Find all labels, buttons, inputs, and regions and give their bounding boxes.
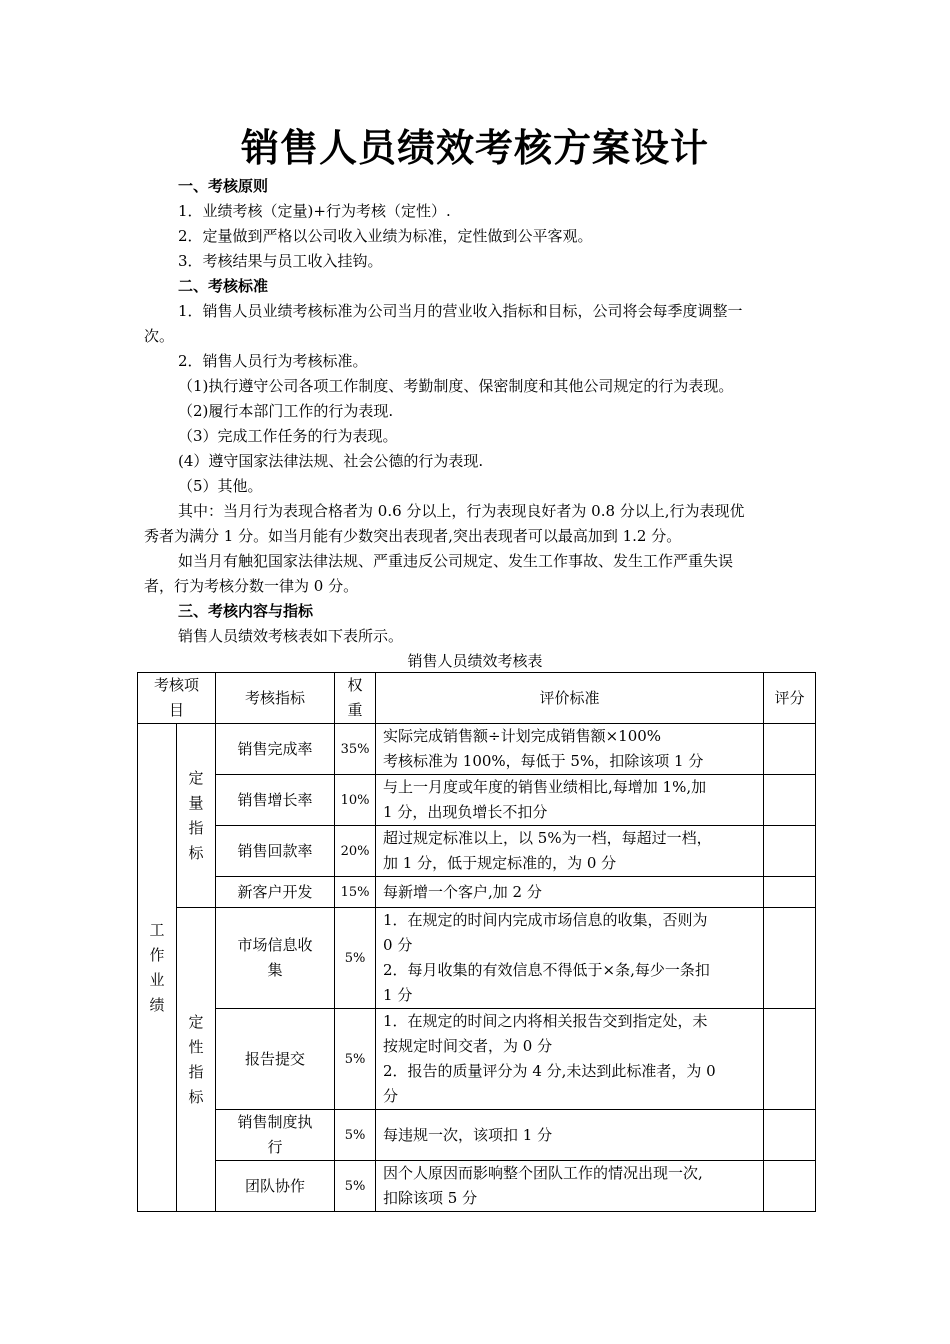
section-heading-content: 三、考核内容与指标 xyxy=(178,602,314,620)
standard-sub-item: （5）其他。 xyxy=(178,477,263,495)
weight-cell: 5% xyxy=(335,908,376,1009)
group-quantitative: 定 量 指 标 xyxy=(177,724,216,908)
header-weight: 权 重 xyxy=(335,673,376,724)
paragraph-line: 其中：当月行为表现合格者为 0.6 分以上，行为表现良好者为 0.8 分以上,行为表现优 xyxy=(178,502,745,520)
section-heading-principles: 一、考核原则 xyxy=(178,177,269,195)
score-cell[interactable] xyxy=(764,724,816,775)
header-score: 评分 xyxy=(764,673,816,724)
criteria-cell: 超过规定标准以上，以 5%为一档，每超过一档， 加 1 分，低于规定标准的，为 0 分 xyxy=(376,826,764,877)
criteria-cell: 实际完成销售额÷计划完成销售额×100% 考核标准为 100%，每低于 5%，扣除该项 1 分 xyxy=(376,724,764,775)
score-cell[interactable] xyxy=(764,1009,816,1110)
paragraph-line: 秀者为满分 1 分。如当月能有少数突出表现者,突出表现者可以最高加到 1.2 分。 xyxy=(144,527,682,545)
table-row xyxy=(138,1161,816,1212)
header-item: 考核项 目 xyxy=(138,673,216,724)
criteria-cell: 因个人原因而影响整个团队工作的情况出现一次, 扣除该项 5 分 xyxy=(376,1161,764,1212)
weight-cell: 20% xyxy=(335,826,376,877)
score-cell[interactable] xyxy=(764,1110,816,1161)
paragraph-line: 次。 xyxy=(144,327,175,345)
weight-cell: 10% xyxy=(335,775,376,826)
paragraph-line: 如当月有触犯国家法律法规、严重违反公司规定、发生工作事故、发生工作严重失误 xyxy=(178,552,734,570)
standard-sub-item: （3）完成工作任务的行为表现。 xyxy=(178,427,398,445)
weight-cell: 5% xyxy=(335,1110,376,1161)
paragraph-line: 者，行为考核分数一律为 0 分。 xyxy=(144,577,359,595)
criteria-cell: 每新增一个客户,加 2 分 xyxy=(376,877,764,908)
weight-cell: 15% xyxy=(335,877,376,908)
weight-cell: 5% xyxy=(335,1009,376,1110)
weight-cell: 35% xyxy=(335,724,376,775)
header-criteria: 评价标准 xyxy=(376,673,764,724)
table-row xyxy=(138,724,816,775)
table-row xyxy=(138,1110,816,1161)
table-row xyxy=(138,908,816,1009)
standard-sub-item: (4）遵守国家法律法规、社会公德的行为表现. xyxy=(178,452,484,470)
table-row xyxy=(138,775,816,826)
criteria-cell: 1．在规定的时间之内将相关报告交到指定处，未 按规定时间交者，为 0 分 2．报告的质量评分为 4 分,未达到此标准者，为 0 分 xyxy=(376,1009,764,1110)
indicator-cell: 销售制度执 行 xyxy=(216,1110,335,1161)
indicator-cell: 报告提交 xyxy=(216,1009,335,1110)
header-indicator: 考核指标 xyxy=(216,673,335,724)
criteria-cell: 与上一月度或年度的销售业绩相比,每增加 1%,加 1 分，出现负增长不扣分 xyxy=(376,775,764,826)
indicator-cell: 新客户开发 xyxy=(216,877,335,908)
principle-item: 3．考核结果与员工收入挂钩。 xyxy=(178,252,383,270)
score-cell[interactable] xyxy=(764,826,816,877)
weight-cell: 5% xyxy=(335,1161,376,1212)
criteria-cell: 每违规一次，该项扣 1 分 xyxy=(376,1110,764,1161)
indicator-cell: 市场信息收 集 xyxy=(216,908,335,1009)
paragraph-line: 2．销售人员行为考核标准。 xyxy=(178,352,368,370)
group-work-performance: 工 作 业 绩 xyxy=(138,724,177,1212)
indicator-cell: 销售回款率 xyxy=(216,826,335,877)
principle-item: 1．业绩考核（定量)+行为考核（定性）. xyxy=(178,202,451,220)
section-heading-standards: 二、考核标准 xyxy=(178,277,269,295)
standard-sub-item: （1)执行遵守公司各项工作制度、考勤制度、保密制度和其他公司规定的行为表现。 xyxy=(178,377,734,395)
indicator-cell: 销售增长率 xyxy=(216,775,335,826)
score-cell[interactable] xyxy=(764,775,816,826)
group-qualitative: 定 性 指 标 xyxy=(177,908,216,1212)
principle-item: 2．定量做到严格以公司收入业绩为标准，定性做到公平客观。 xyxy=(178,227,593,245)
indicator-cell: 团队协作 xyxy=(216,1161,335,1212)
table-caption: 销售人员绩效考核表 xyxy=(407,652,543,670)
standard-sub-item: （2)履行本部门工作的行为表现. xyxy=(178,402,394,420)
score-cell[interactable] xyxy=(764,1161,816,1212)
table-row xyxy=(138,877,816,908)
table-row xyxy=(138,1009,816,1110)
assessment-table xyxy=(137,672,816,1212)
table-header-row xyxy=(138,673,816,724)
table-row xyxy=(138,826,816,877)
indicator-cell: 销售完成率 xyxy=(216,724,335,775)
criteria-cell: 1．在规定的时间内完成市场信息的收集，否则为 0 分 2．每月收集的有效信息不得低于×条,每少一条扣 1 分 xyxy=(376,908,764,1009)
score-cell[interactable] xyxy=(764,877,816,908)
score-cell[interactable] xyxy=(764,908,816,1009)
document-title: 销售人员绩效考核方案设计 xyxy=(240,126,709,170)
paragraph-line: 1．销售人员业绩考核标准为公司当月的营业收入指标和目标，公司将会每季度调整一 xyxy=(178,302,743,320)
paragraph-line: 销售人员绩效考核表如下表所示。 xyxy=(178,627,404,645)
